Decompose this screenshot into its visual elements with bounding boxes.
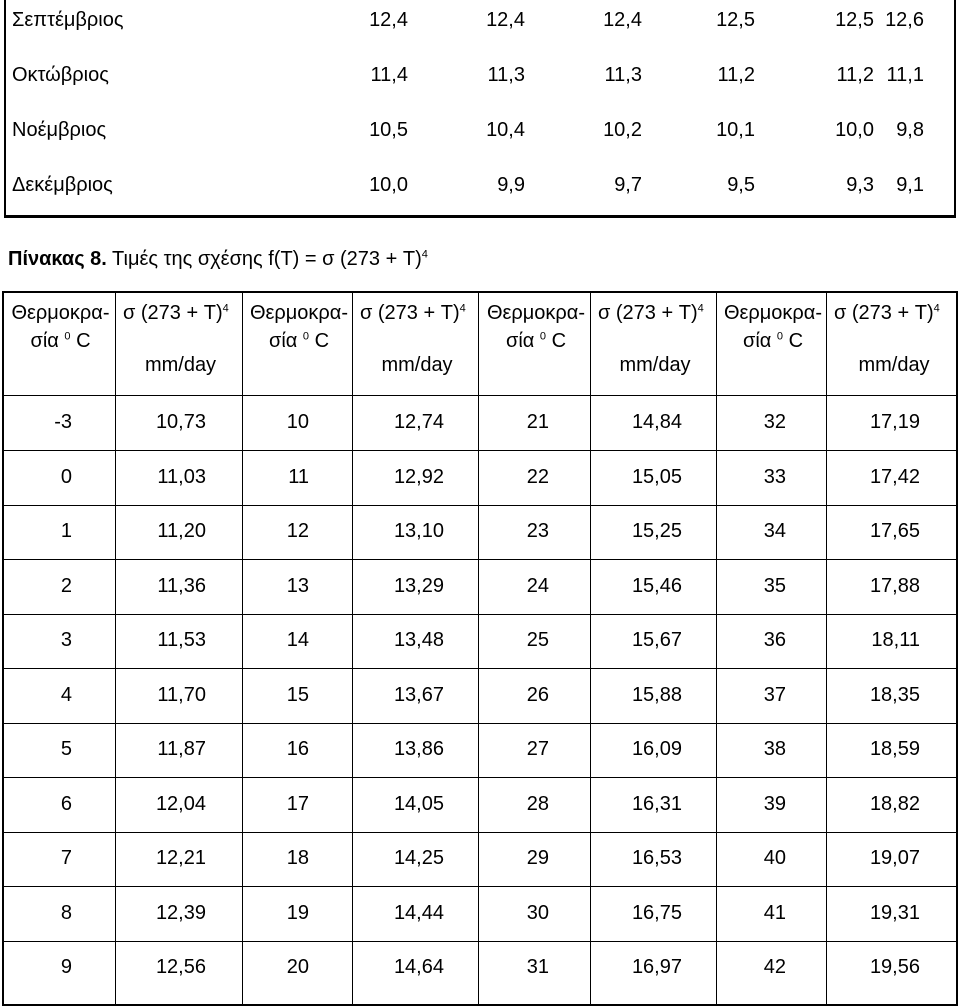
sigma-value-cell: 19,07 <box>869 847 920 869</box>
month-value: 12,6 <box>885 9 924 31</box>
sigma-value-cell: 14,25 <box>393 847 444 869</box>
month-name: Οκτώβριος <box>12 64 109 86</box>
sigma-value-cell: 12,39 <box>155 901 206 924</box>
month-value: 10,5 <box>369 119 408 141</box>
temperature-cell: 32 <box>763 411 786 433</box>
degree-superscript: 0 <box>776 330 784 343</box>
temperature-cell: 6 <box>60 792 72 815</box>
sigma-value-cell: 13,10 <box>393 520 444 542</box>
month-value: 9,9 <box>497 174 525 196</box>
sigma-value-cell: 12,21 <box>155 847 206 869</box>
temperature-cell: 38 <box>763 738 786 760</box>
unit-header: mm/day <box>858 354 930 376</box>
table-caption <box>8 248 428 271</box>
temperature-cell: 20 <box>286 956 309 978</box>
sigma-value-cell: 17,65 <box>869 520 920 542</box>
caption-exponent: 4 <box>421 248 428 261</box>
sigma-header <box>123 299 229 327</box>
sigma-value-cell: 14,84 <box>631 411 682 433</box>
sigma-value-cell: 19,31 <box>869 901 920 924</box>
sigma-value-cell: 16,75 <box>631 901 682 924</box>
temperature-cell: 12 <box>286 520 309 542</box>
degree-superscript: 0 <box>64 330 71 343</box>
month-value: 12,5 <box>835 9 874 31</box>
sigma-value-cell: 14,44 <box>393 901 444 924</box>
temperature-cell: 22 <box>526 465 549 488</box>
month-value: 10,0 <box>369 174 408 196</box>
sigma-value-cell: 11,53 <box>157 629 206 651</box>
temperature-cell: 0 <box>60 465 72 488</box>
caption-label: Πίνακας 8. <box>8 248 107 270</box>
temperature-cell: 36 <box>763 629 786 651</box>
temperature-header <box>480 299 592 355</box>
temperature-unit: C <box>76 330 91 352</box>
month-value: 10,0 <box>835 119 874 141</box>
sigma-value-cell: 13,67 <box>393 683 444 706</box>
temperature-header-line1: Θερμοκρα- <box>11 302 110 324</box>
sigma-value-cell: 13,86 <box>393 738 444 760</box>
sigma-value-cell: 12,92 <box>393 465 444 488</box>
sigma-exponent: 4 <box>459 302 466 315</box>
temperature-header-line2 <box>480 327 592 355</box>
month-value: 11,1 <box>886 64 924 86</box>
sigma-header <box>598 299 704 327</box>
sigma-value-cell: 18,11 <box>871 629 920 651</box>
sigma-value-cell: 17,88 <box>869 574 920 597</box>
sigma-value-cell: 11,03 <box>157 465 206 488</box>
sigma-value-cell: 16,31 <box>631 792 682 815</box>
sigma-expression: σ (273 + T) <box>123 302 223 324</box>
sigma-value-cell: 14,05 <box>393 792 444 815</box>
unit-header: mm/day <box>144 354 217 376</box>
temperature-header-line1: Θερμοκρα- <box>249 302 349 324</box>
month-row <box>6 0 954 54</box>
temperature-cell: 33 <box>763 465 786 488</box>
sigma-expression: σ (273 + T) <box>360 302 460 324</box>
caption-text: Τιμές της σχέσης f(T) = σ (273 + T) <box>112 248 422 270</box>
temperature-cell: 1 <box>60 520 72 542</box>
sigma-exponent: 4 <box>697 302 704 315</box>
month-value: 11,2 <box>836 64 874 86</box>
sigma-value-cell: 18,82 <box>869 792 920 815</box>
sigma-value-cell: 11,70 <box>157 683 206 706</box>
sigma-header <box>834 299 940 327</box>
temperature-cell: 16 <box>286 738 309 760</box>
temperature-cell: 17 <box>286 792 309 815</box>
sigma-value-cell: 12,04 <box>155 792 206 815</box>
sigma-value-cell: 15,67 <box>631 629 682 651</box>
temperature-header <box>718 299 828 355</box>
months-table <box>4 0 956 218</box>
sigma-value-cell: 15,46 <box>631 574 682 597</box>
temperature-cell: 9 <box>60 956 72 978</box>
unit-header: mm/day <box>619 354 691 376</box>
sigma-value-cell: 11,36 <box>157 574 206 597</box>
temperature-cell: 21 <box>526 411 549 433</box>
sigma-exponent: 4 <box>933 302 940 315</box>
sigma-value-cell: 12,56 <box>155 956 206 978</box>
degree-superscript: 0 <box>302 330 310 343</box>
sigma-value-cell: 15,05 <box>631 465 682 488</box>
sigma-value-cell: 16,97 <box>631 956 682 978</box>
month-name: Δεκέμβριος <box>12 174 113 196</box>
temperature-cell: 26 <box>526 683 549 706</box>
temperature-cell: 34 <box>763 520 786 542</box>
sigma-expression: σ (273 + T) <box>834 302 934 324</box>
month-value: 12,4 <box>369 9 408 31</box>
temperature-header-line1: Θερμοκρα- <box>486 302 586 324</box>
month-value: 10,4 <box>486 119 525 141</box>
temperature-cell: 8 <box>60 901 72 924</box>
temperature-cell: 23 <box>526 520 549 542</box>
sigma-value-cell: 13,48 <box>393 629 444 651</box>
temperature-header-sia: σία <box>30 330 59 352</box>
temperature-unit: C <box>551 330 567 352</box>
temperature-cell: 28 <box>526 792 549 815</box>
temperature-cell: 37 <box>763 683 786 706</box>
month-value: 9,5 <box>727 174 755 196</box>
sigma-value-cell: 19,56 <box>869 956 920 978</box>
month-value: 9,8 <box>896 119 924 141</box>
sigma-exponent: 4 <box>222 302 229 315</box>
sigma-value-cell: 11,20 <box>157 520 206 542</box>
sigma-value-cell: 17,42 <box>869 465 920 488</box>
sigma-value-cell: 16,09 <box>631 738 682 760</box>
sigma-value-cell: 11,87 <box>157 738 206 760</box>
temperature-cell: 2 <box>60 574 72 597</box>
table-8 <box>2 291 958 1006</box>
month-value: 12,4 <box>486 9 525 31</box>
temperature-cell: 40 <box>763 847 786 869</box>
temperature-cell: 7 <box>60 847 72 869</box>
month-value: 11,4 <box>370 64 408 86</box>
temperature-cell: 29 <box>526 847 549 869</box>
temperature-cell: 14 <box>286 629 309 651</box>
temperature-cell: 18 <box>286 847 309 869</box>
month-value: 9,3 <box>846 174 874 196</box>
temperature-cell: 15 <box>286 683 309 706</box>
temperature-header-line1: Θερμοκρα- <box>723 302 823 324</box>
temperature-cell: 11 <box>288 465 309 488</box>
unit-header: mm/day <box>381 354 453 376</box>
sigma-value-cell: 15,25 <box>631 520 682 542</box>
temperature-cell: 25 <box>526 629 549 651</box>
temperature-cell: 41 <box>763 901 786 924</box>
month-value: 10,2 <box>603 119 642 141</box>
sigma-value-cell: 14,64 <box>393 956 444 978</box>
temperature-header-line2 <box>4 327 117 355</box>
month-row <box>6 55 954 109</box>
temperature-cell: 35 <box>763 574 786 597</box>
month-value: 11,3 <box>604 64 642 86</box>
sigma-value-cell: 15,88 <box>631 683 682 706</box>
temperature-cell: 30 <box>526 901 549 924</box>
temperature-cell: 3 <box>60 629 72 651</box>
degree-superscript: 0 <box>539 330 547 343</box>
month-name: Νοέμβριος <box>12 119 107 141</box>
sigma-value-cell: 16,53 <box>631 847 682 869</box>
month-row <box>6 165 954 219</box>
temperature-header-sia: σία <box>505 330 535 352</box>
temperature-cell: 19 <box>286 901 309 924</box>
sigma-header <box>360 299 466 327</box>
month-value: 11,2 <box>717 64 755 86</box>
temperature-cell: 31 <box>526 956 549 978</box>
temperature-header-line2 <box>244 327 354 355</box>
month-value: 9,7 <box>614 174 642 196</box>
temperature-header <box>244 299 354 355</box>
temperature-header <box>4 299 117 355</box>
temperature-unit: C <box>788 330 804 352</box>
sigma-value-cell: 17,19 <box>869 411 920 433</box>
temperature-header-sia: σία <box>742 330 772 352</box>
temperature-cell: 42 <box>763 956 786 978</box>
month-value: 10,1 <box>716 119 755 141</box>
sigma-expression: σ (273 + T) <box>598 302 698 324</box>
month-value: 12,4 <box>603 9 642 31</box>
temperature-header-sia: σία <box>268 330 298 352</box>
month-value: 9,1 <box>896 174 924 196</box>
month-name: Σεπτέμβριος <box>12 9 124 31</box>
temperature-cell: 10 <box>286 411 309 433</box>
sigma-value-cell: 13,29 <box>393 574 444 597</box>
temperature-unit: C <box>314 330 330 352</box>
month-row <box>6 110 954 164</box>
temperature-cell: 4 <box>60 683 72 706</box>
month-value: 11,3 <box>487 64 525 86</box>
sigma-value-cell: 10,73 <box>155 411 206 433</box>
temperature-cell: 24 <box>526 574 549 597</box>
temperature-cell: 13 <box>286 574 309 597</box>
temperature-cell: 39 <box>763 792 786 815</box>
sigma-value-cell: 18,35 <box>869 683 920 706</box>
temperature-cell: 27 <box>526 738 549 760</box>
sigma-value-cell: 12,74 <box>393 411 444 433</box>
temperature-cell: 5 <box>60 738 72 760</box>
temperature-cell: -3 <box>54 411 72 433</box>
temperature-header-line2 <box>718 327 828 355</box>
sigma-value-cell: 18,59 <box>869 738 920 760</box>
month-value: 12,5 <box>716 9 755 31</box>
